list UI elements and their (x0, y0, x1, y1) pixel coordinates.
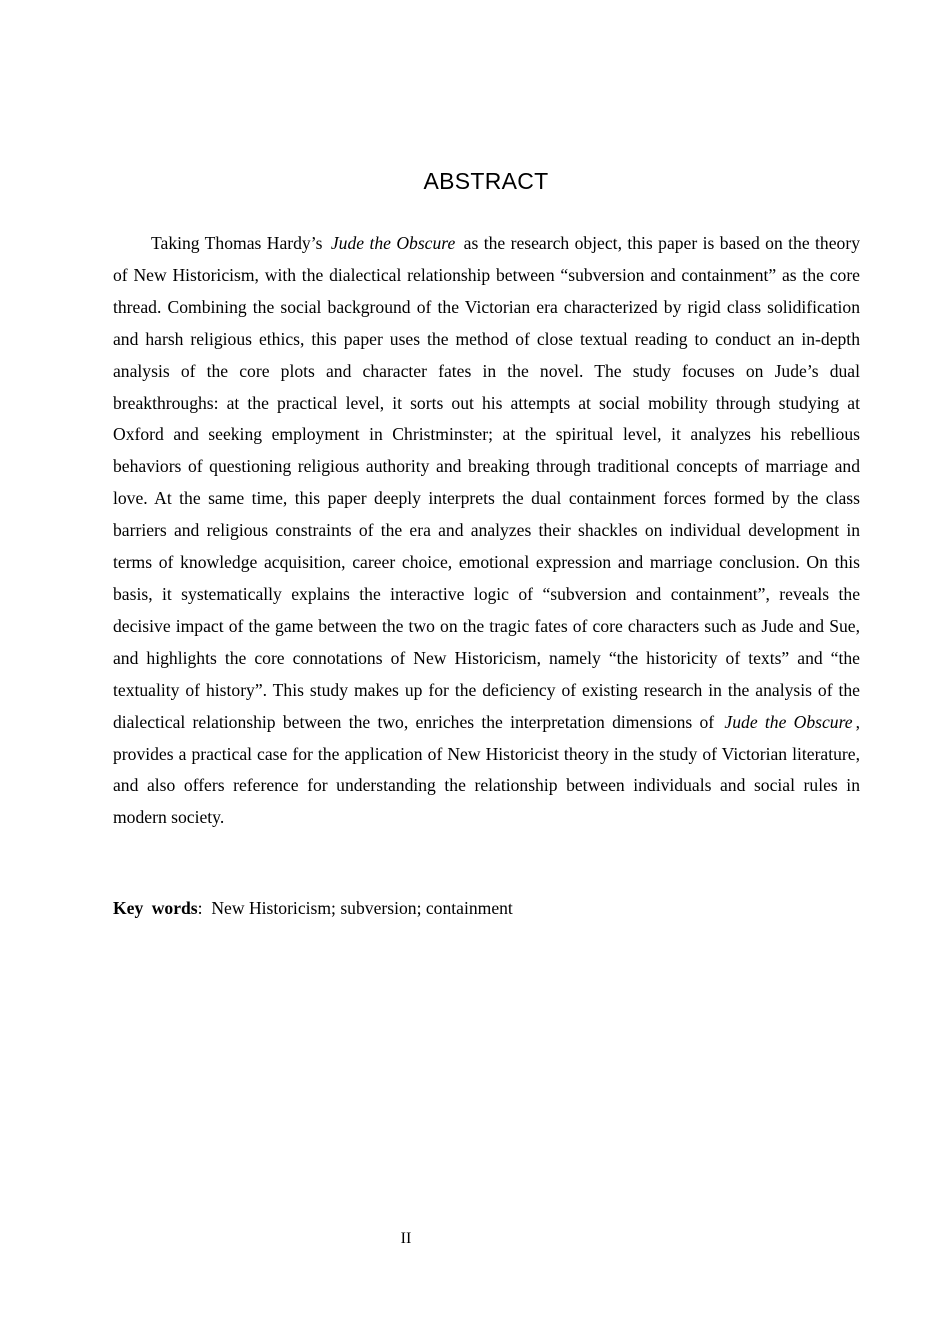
abstract-paragraph (113, 228, 860, 834)
keywords-separator: : (197, 898, 203, 918)
abstract-text-part-2: as the research object, this paper is based on the theory of New Historicism, with the dialectical relationship between “subversion and containment” as the core thread. Combining the social background of the Victorian era characterized by rigid class solidification and harsh religious ethics, this paper uses the method of close textual reading to conduct an in-depth analysis of the core plots and character fates in the novel. The study focuses on Jude’s dual breakthroughs: at the practical level, it sorts out his attempts at social mobility through studying at Oxford and seeking employment in Christminster; at the spiritual level, it analyzes his rebellious behaviors of questioning religious authority and breaking through traditional concepts of marriage and love. At the same time, this paper deeply interprets the dual containment forces formed by the class barriers and religious constraints of the era and analyzes their shackles on individual development in terms of knowledge acquisition, career choice, emotional expression and marriage conclusion. On this basis, it systematically explains the interactive logic of “subversion and containment”, reveals the decisive impact of the game between the two on the tragic fates of core characters such as Jude and Sue, and highlights the core connotations of New Historicism, namely “the historicity of texts” and “the textuality of history”. This study makes up for the deficiency of existing research in the analysis of the dialectical relationship between the two, enriches the interpretation dimensions of (113, 233, 860, 732)
keywords-label: Key words (113, 898, 198, 918)
page-title: ABSTRACT (423, 168, 549, 194)
work-title: Jude the Obscure (330, 233, 456, 253)
abstract-text-part-3: , provides a practical case for the application of New Historicist theory in the study of Victorian literature, and also offers reference for understanding the relationship between individuals and social rules in modern society. (113, 711, 860, 828)
work-title: Jude the Obscure (724, 711, 853, 732)
abstract-text-part-1: Taking Thomas Hardy’s (151, 233, 323, 253)
page-number: II (400, 1230, 412, 1247)
keywords-line (113, 893, 860, 923)
keywords-value: New Historicism; subversion; containment (211, 898, 513, 918)
